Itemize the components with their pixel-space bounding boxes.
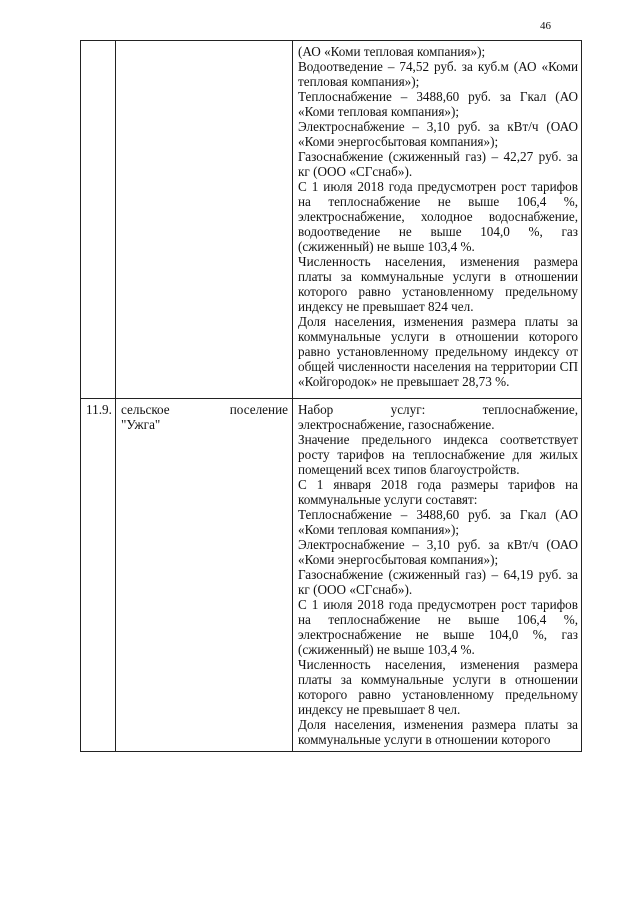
paragraph: Численность населения, изменения размера платы за коммунальные услуги в отношении которого равно установленному предельному индексу не превышает 824 чел. [298,254,578,314]
row-number-cell [81,41,116,399]
paragraph: Значение предельного индекса соответствует росту тарифов на теплоснабжение для жилых помещений всех типов благоустройств. [298,432,578,477]
settlement-type-word: сельское [121,402,170,417]
table-row [81,41,582,399]
row-number-cell: 11.9. [81,399,116,752]
paragraph: Набор услуг: теплоснабжение, электроснабжение, газоснабжение. [298,402,578,432]
paragraph: Теплоснабжение – 3488,60 руб. за Гкал (АО «Коми тепловая компания»); [298,89,578,119]
paragraph: Газоснабжение (сжиженный газ) – 42,27 руб. за кг (ООО «СГснаб»). [298,149,578,179]
paragraph: Теплоснабжение – 3488,60 руб. за Гкал (АО «Коми тепловая компания»); [298,507,578,537]
settlement-name-cell [116,399,293,752]
table-row [81,399,582,752]
paragraph: Газоснабжение (сжиженный газ) – 64,19 руб. за кг (ООО «СГснаб»). [298,567,578,597]
settlement-kind-word: поселение [229,402,288,417]
paragraph: Доля населения, изменения размера платы за коммунальные услуги в отношении которого равно установленному предельному индексу от общей численности населения на территории СП «Койгородок» не превышает 28,73 %. [298,314,578,389]
paragraph: Водоотведение – 74,52 руб. за куб.м (АО «Коми тепловая компания»); [298,59,578,89]
page-number: 46 [540,20,551,32]
paragraph: Электроснабжение – 3,10 руб. за кВт/ч (ОАО «Коми энергосбытовая компания»); [298,537,578,567]
paragraph: С 1 января 2018 года размеры тарифов на коммунальные услуги составят: [298,477,578,507]
settlement-name: "Ужга" [121,417,161,432]
paragraph: Численность населения, изменения размера платы за коммунальные услуги в отношении которого равно установленному предельному индексу не превышает 8 чел. [298,657,578,717]
settlement-name-line [121,402,288,417]
paragraph: С 1 июля 2018 года предусмотрен рост тарифов на теплоснабжение не выше 106,4 %, электроснабжение, холодное водоснабжение, водоотведение не выше 104,0 %, газ (сжиженный) не выше 103,4 %. [298,179,578,254]
paragraph: Доля населения, изменения размера платы за коммунальные услуги в отношении которого [298,717,578,747]
settlement-name-cell [116,41,293,399]
paragraph: (АО «Коми тепловая компания»); [298,44,486,59]
paragraph: Электроснабжение – 3,10 руб. за кВт/ч (ОАО «Коми энергосбытовая компания»); [298,119,578,149]
tariff-description-cell [293,399,582,752]
tariff-description-cell [293,41,582,399]
tariff-table [80,40,582,752]
paragraph: С 1 июля 2018 года предусмотрен рост тарифов на теплоснабжение не выше 106,4 %, электроснабжение не выше 104,0 %, газ (сжиженный) не выше 103,4 %. [298,597,578,657]
